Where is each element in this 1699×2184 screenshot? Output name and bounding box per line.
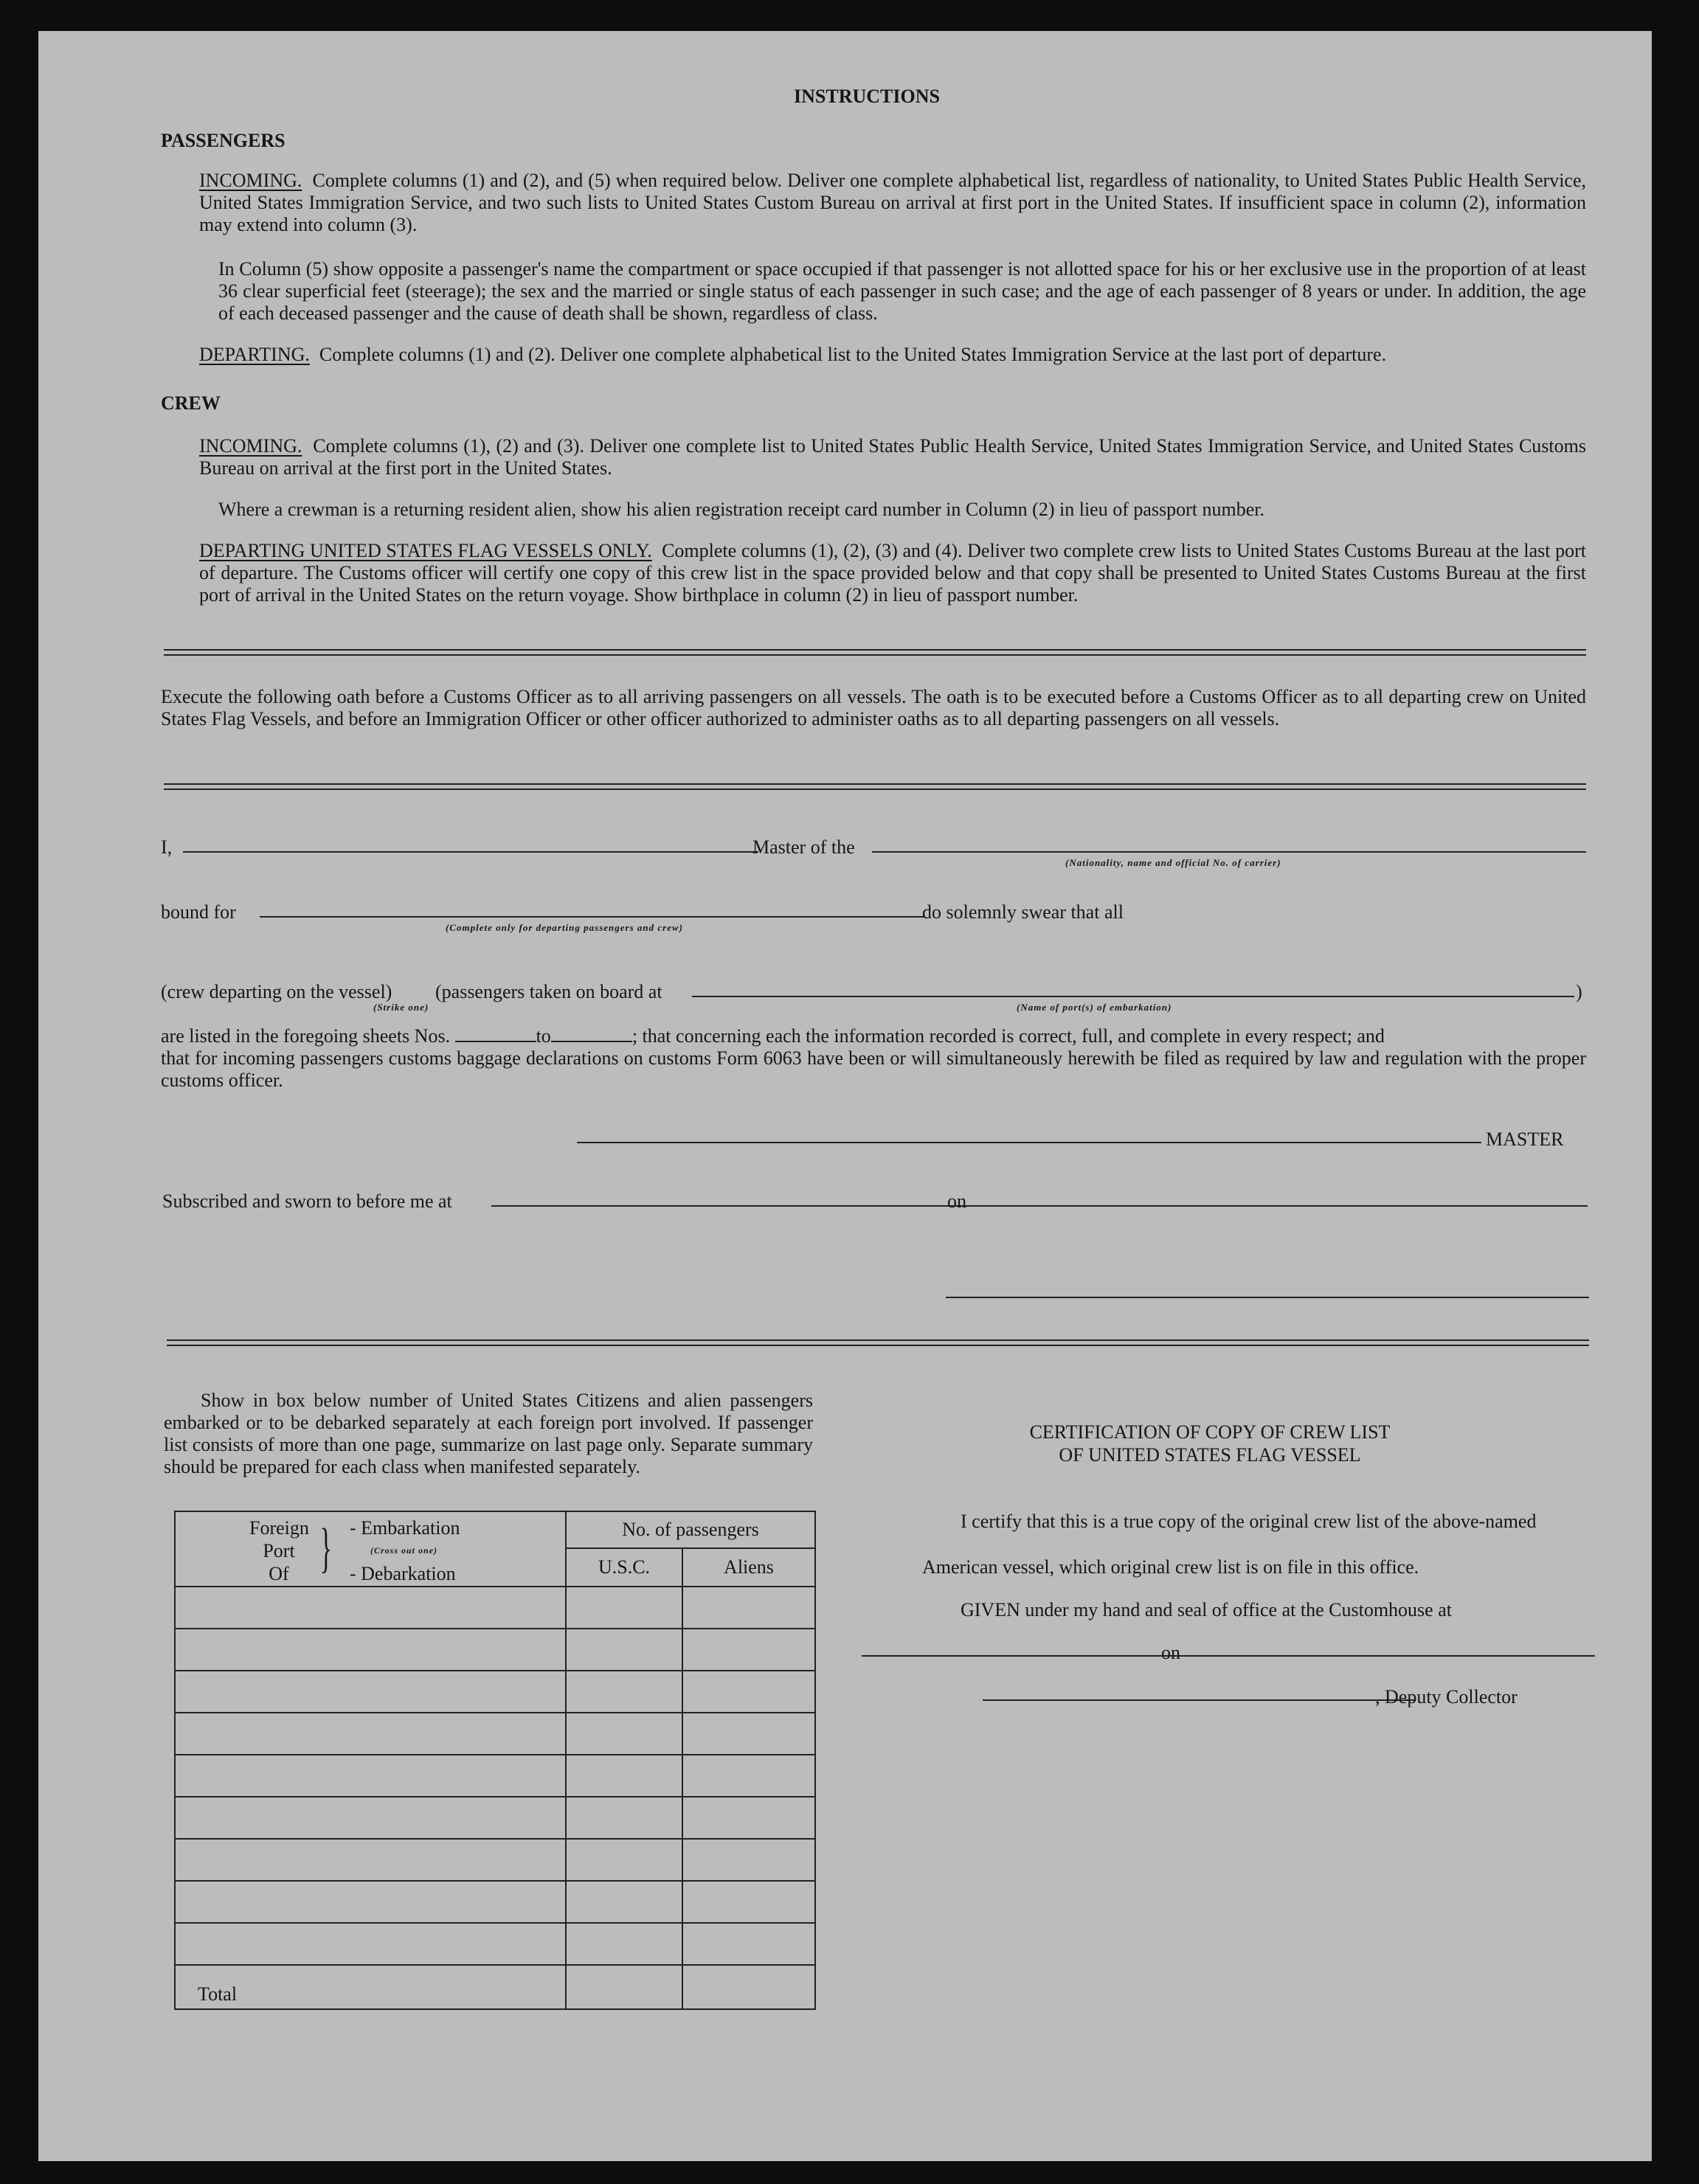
passengers-heading: PASSENGERS [161,130,286,151]
carrier-field[interactable] [872,851,1586,853]
crew-departing-label: DEPARTING UNITED STATES FLAG VESSELS ONLY. [199,540,652,561]
usc-cell[interactable] [566,1755,682,1797]
passengers-incoming-paragraph [199,170,1586,236]
swear-text: do solemnly swear that all [922,901,1124,923]
customhouse-field[interactable] [862,1655,1198,1657]
ports-hint: (Name of port(s) of embarkation) [1017,1002,1172,1013]
listed-line [161,1025,1586,1047]
usc-cell[interactable] [566,1881,682,1923]
brace-icon: } [319,1518,332,1578]
embarkation-ports-field[interactable] [692,996,1574,997]
bound-for-label: bound for [161,901,236,923]
crew-departing-text: Complete columns (1), (2), (3) and (4). Deliver two complete crew lists to United States Customs Bureau at the last port of departure. The Customs officer will certify one copy of this crew list in the space provided below and that copy shall be presented to United States Customs Bureau at the first port of arrival in the United States on the return voyage. Show birthplace in column (2) in lieu of passport number. [199,540,1587,606]
master-of-the-label: Master of the [752,836,855,858]
passengers-departing-label: DEPARTING. [199,344,310,365]
embarkation-label: - Embarkation [350,1517,460,1539]
oath-i-label: I, [161,836,173,858]
total-label: Total [175,1965,566,2009]
bound-for-field[interactable] [260,916,924,918]
master-signature-field[interactable] [577,1142,1481,1143]
aliens-cell[interactable] [682,1671,815,1713]
usc-cell[interactable] [566,1923,682,1965]
certification-title [878,1421,1542,1466]
port-cell[interactable] [175,1923,566,1965]
port-cell[interactable] [175,1839,566,1881]
sheet-from-field[interactable] [455,1041,536,1042]
crew-departing-paragraph [199,540,1586,606]
nationality-hint: (Nationality, name and official No. of carrier) [1065,857,1281,868]
crew-incoming-paragraph [199,435,1586,479]
port-cell[interactable] [175,1797,566,1839]
form-sheet [38,31,1652,2161]
listed-to: to [536,1025,551,1047]
port-cell[interactable] [175,1629,566,1671]
total-usc-cell[interactable] [566,1965,682,2009]
column5-paragraph: In Column (5) show opposite a passenger's name the compartment or space occupied if that passenger is not allotted space for his or her exclusive use in the proportion of at least 36 clear superficial feet (steerage); the sex and the married or single status of each passenger in such case; and the age of each passenger of 8 years or under. In addition, the age of each deceased passenger and the cause of death shall be shown, regardless of class. [218,258,1586,324]
aliens-cell[interactable] [682,1629,815,1671]
passengers-incoming-text: Complete columns (1) and (2), and (5) when required below. Deliver one complete alphabetical list, regardless of nationality, to United States Public Health Service, United States Immigration Service, and two such lists to United States Custom Bureau on arrival at first port in the United States. If insufficient space in column (2), information may extend into column (3). [199,170,1587,235]
deputy-signature-field[interactable] [983,1699,1415,1701]
aliens-header: Aliens [682,1548,815,1587]
aliens-cell[interactable] [682,1923,815,1965]
cert-date-field[interactable] [1186,1655,1595,1657]
certify-line2: American vessel, which original crew list is on file in this office. [922,1556,1419,1578]
summary-instructions [164,1390,813,1478]
crew-heading: CREW [161,392,221,414]
sworn-place-field[interactable] [491,1205,984,1207]
bound-for-hint: (Complete only for departing passengers and crew) [446,922,683,933]
passengers-departing-paragraph [199,344,1586,366]
listed-suffix: ; that concerning each the information recorded is correct, full, and complete in every respect; and [631,1025,1385,1047]
usc-header: U.S.C. [566,1548,682,1587]
sworn-on-label: on [947,1190,966,1212]
oath-divider [164,783,1586,790]
master-name-field[interactable] [183,851,758,853]
resident-alien-paragraph: Where a crewman is a returning resident alien, show his alien registration receipt card number in Column (2) in lieu of passport number. [218,499,1265,520]
port-cell[interactable] [175,1755,566,1797]
sworn-date-field[interactable] [974,1205,1588,1207]
certify-line1: I certify that this is a true copy of the original crew list of the above-named [961,1511,1537,1532]
certification-title-line1: CERTIFICATION OF COPY OF CREW LIST [1029,1421,1391,1443]
debarkation-label: - Debarkation [350,1563,456,1584]
passenger-summary-table [174,1511,816,2010]
passengers-taken-option: (passengers taken on board at [435,981,662,1002]
aliens-cell[interactable] [682,1839,815,1881]
close-paren: ) [1576,981,1582,1002]
usc-cell[interactable] [566,1587,682,1629]
summary-divider [167,1339,1589,1346]
port-label: Port [263,1540,295,1561]
aliens-cell[interactable] [682,1797,815,1839]
officer-signature-field[interactable] [946,1297,1589,1298]
crew-incoming-text: Complete columns (1), (2) and (3). Deliver one complete list to United States Public Health Service, United States Immigration Service, and United States Customs Bureau on arrival at the first port in the United States. [199,435,1586,479]
strike-one-hint: (Strike one) [373,1002,429,1013]
certify-line3: GIVEN under my hand and seal of office at the Customhouse at [961,1599,1452,1620]
crew-incoming-label: INCOMING. [199,435,302,457]
usc-cell[interactable] [566,1839,682,1881]
aliens-cell[interactable] [682,1713,815,1755]
instructions-title: INSTRUCTIONS [794,86,940,107]
usc-cell[interactable] [566,1713,682,1755]
usc-cell[interactable] [566,1671,682,1713]
sheet-to-field[interactable] [551,1041,632,1042]
section-divider [164,649,1586,656]
of-label: Of [269,1563,289,1584]
summary-text: Show in box below number of United States Citizens and alien passengers embarked or to be debarked separately at each foreign port involved. If passenger list consists of more than one page, summarize on last page only. Separate summary should be prepared for each class when manifested separately. [164,1390,813,1477]
cert-on-label: on [1161,1642,1180,1663]
aliens-cell[interactable] [682,1881,815,1923]
foreign-label: Foreign [249,1517,309,1539]
port-cell[interactable] [175,1587,566,1629]
deputy-collector-label: , Deputy Collector [1375,1686,1518,1708]
aliens-cell[interactable] [682,1755,815,1797]
subscribed-label: Subscribed and sworn to before me at [162,1190,452,1212]
oath-intro: Execute the following oath before a Customs Officer as to all arriving passengers on all vessels. The oath is to be executed before a Customs Officer as to all departing crew on United States Flag Vessels, and before an Immigration Officer or other officer authorized to administer oaths as to all departing passengers on all vessels. [161,686,1586,729]
aliens-cell[interactable] [682,1587,815,1629]
listed-rest: that for incoming passengers customs baggage declarations on customs Form 6063 have been or will simultaneously herewith be filed as required by law and regulation with the proper customs officer. [161,1047,1586,1091]
master-label: MASTER [1486,1129,1564,1150]
cross-out-hint: (Cross out one) [370,1545,438,1556]
usc-cell[interactable] [566,1629,682,1671]
port-cell[interactable] [175,1671,566,1713]
passengers-incoming-label: INCOMING. [199,170,302,191]
usc-cell[interactable] [566,1797,682,1839]
passengers-departing-text: Complete columns (1) and (2). Deliver one complete alphabetical list to the United States Immigration Service at the last port of departure. [319,344,1387,365]
listed-prefix: are listed in the foregoing sheets Nos. [161,1025,451,1047]
port-cell[interactable] [175,1881,566,1923]
no-of-passengers-header: No. of passengers [566,1511,815,1548]
crew-departing-option: (crew departing on the vessel) [161,981,392,1002]
total-aliens-cell[interactable] [682,1965,815,2009]
port-cell[interactable] [175,1713,566,1755]
certification-title-line2: OF UNITED STATES FLAG VESSEL [1059,1444,1361,1466]
port-header-cell [175,1511,566,1587]
